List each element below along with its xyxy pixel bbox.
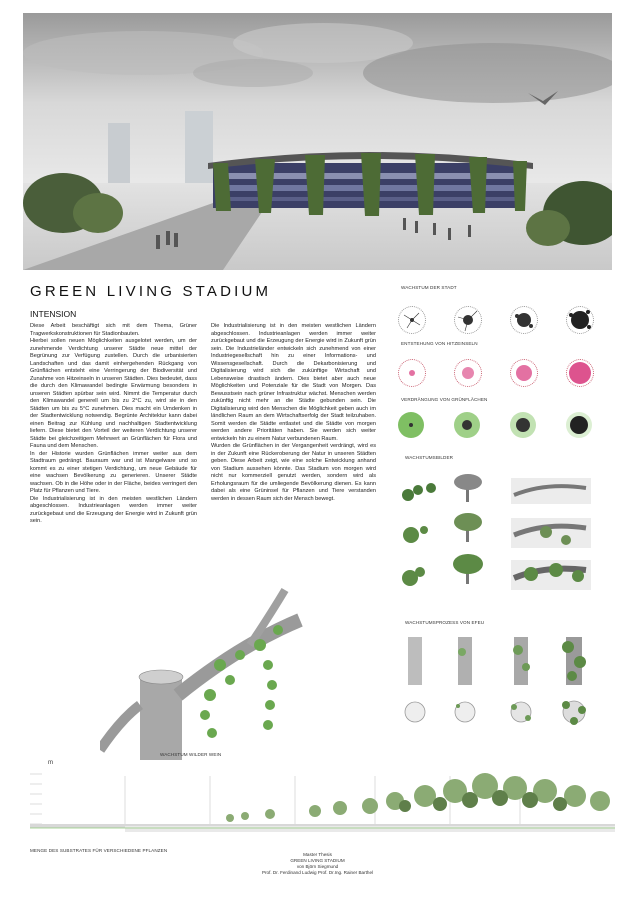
growth-images-grid [396,470,616,600]
paragraph: Wurden die Grünflächen in der Vergangenheit verdrängt, wird es in der Zukunft eine Rückeroberung der Natur in unseren Städten geben. Diese Arbeit zeigt, wie eine solche Entwicklung anhand von Stadium aussehen könnte. Das Stadium von morgen wird nicht nur kommerziell genutzt werden, sondern wird als Erholungsraum für die umliegende Bevölkerung dienen. Es kann dabei als eine Grüninsel für Pflanzen und Tiere verstanden werden in dessen Raum sich der Mensch bewegt. [211,443,376,502]
paragraph: Die Industrialisierung ist in den meisten westlichen Ländern abgeschlossen. Industrieanlagen werden immer weiter zurückgebaut und die Erzeugung der Energie wird in Zukunft grün sein. [30,495,197,524]
footer-credits [0,852,635,876]
label-gruenflaechen: VERDRÄNGUNG VON GRÜNFLÄCHEN [401,397,488,402]
footer-line: von Björn Siegmund [296,864,339,869]
stadium-rendering-image [23,13,612,270]
green-diagram [454,412,480,438]
wild-vine-illustration [100,585,310,760]
label-hitzeinseln: ENTSTEHUNG VON HITZEINSELN [401,341,478,346]
green-diagram [398,412,424,438]
green-diagram [566,412,592,438]
heat-diagram [566,359,594,387]
paragraph: Die Industrialisierung ist in den meisten westlichen Ländern abgeschlossen. Industrieanlagen werden immer weiter zurückgebaut und die Erzeugung der Energie wird in Zukunft grün sein. Die Industrieländer entwickeln sich zunehmend von einer Industriegesellschaft hin zu einer Informations- und Wissensgesellschaft. Durch die Dekarbonisierung und Digitalisierung wird sich die zukünftige Wirtschaft und Lebensweise drastisch ändern. Dies bietet aber auch neue Möglichkeiten und Potenziale für die Stadt von Morgen. Das Bewusstsein nach grüner Infrastruktur wächst. Menschen werden zukünftig nicht mehr an die Städte gebunden sein. Die Digitalisierung wird den Menschen die Möglichkeit geben auch im ländlichen Raum an dem Wirtschaftserfolg der Stadt teilzuhaben. Somit werden die Städte entlastet und die Städte von morgen werden andere Prioritäten haben. Sie werden sich weiter entwickeln hin zu einem Natur verbundenen Raum. [211,323,376,442]
green-displacement-row [396,406,616,446]
label-wilder-wein: WACHSTUM WILDER WEIN [160,752,222,757]
heat-diagram [454,359,482,387]
footer-line: Master Thesis [303,852,332,857]
ivy-process-grid [396,632,616,732]
paragraph: Diese Arbeit beschäftigt sich mit dem Thema, Grüner Tragwerkskonstruktionen für Stadionbauten. [30,323,197,337]
heat-island-row [396,353,616,393]
hero-rendering [23,13,612,270]
page-title: GREEN LIVING STADIUM [30,283,272,300]
label-substrat: MENGE DES SUBSTRATES FÜR VERSCHIEDENE PFLANZEN [30,848,168,853]
paragraph: In der Historie wurden Grünflächen immer weiter aus dem Stadtraum gedrängt. Bauraum war und ist Mangelware und so kommt es zu einer stetigen Verdichtung, um neue Gebäude für eine wachsen Bevölkerung zu generieren. Unserer Städte wachsen. Ob in die Höhe oder in der Fläche, beides verringert den Platz für Pflanzen und Tiere. [30,450,197,494]
footer-line: GREEN LIVING STADIUM [290,858,345,863]
label-wachstumsbilder: WACHSTUMSBILDER [405,455,454,460]
footer-line: Prof. Dr. Ferdinand Ludwig Prof. Dr.Ing. Rainer Barthel [261,870,374,875]
growth-diagram [510,306,538,334]
paragraph: Hierbei sollen neuen Möglichkeiten ausgelotet werden, um der zunehmende Verdichtung unserer Städte neue mittel der Begrünung zur Verfügung zustellen. Durch die urbanisierten Landschaften und das damit einhergehenden Rückgang von Grünflächen entsteht eine Verringerung der Biodiversität und Zunahme von Hitzeinseln in unseren Städten. Dies bedeutet, dass die durch den Klimawandel bedingte Erwärmung besonders in unseren Städten spürbar sein wird. Nimmt die Temperatur durch den Klimawandel generell um bis zu 2°C zu, wird sie in den Städten um bis zu 5°C zunehmen. Dies macht ein Umdenken in der Stadtentwicklung notwendig. Begrünte Architektur kann dabei einen Beitrag zur Kühlung und nachhaltigen Stadtentwicklung liefern. Diese bietet den Vorteil der weiteren Verdichtung unserer Städte bei gleichzeitigem Mehrwert an Grünflächen für Flora und Fauna und dem Menschen. [30,338,197,449]
axis-unit-label: m [48,760,54,766]
growth-diagram [566,306,594,334]
growth-diagram [454,306,482,334]
label-wachstum-stadt: WACHSTUM DER STADT [401,285,457,290]
section-profile [30,766,615,846]
text-column-1 [30,323,197,526]
heat-diagram [510,359,538,387]
green-diagram [510,412,536,438]
section-heading: INTENSION [30,309,77,319]
text-column-2 [211,323,376,503]
city-growth-row [396,300,616,340]
heat-diagram [398,359,426,387]
label-efeu: WACHSTUMSPROZESS VON EFEU [405,620,485,625]
growth-diagram [398,306,426,334]
